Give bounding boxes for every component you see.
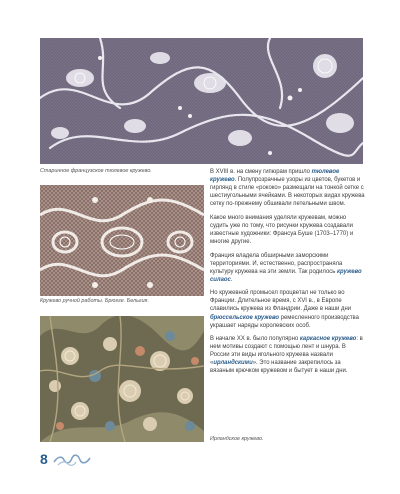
paragraph-text: ремесленного производства украшает наряды королевских особ. [210, 314, 359, 329]
paragraph [210, 289, 365, 329]
paragraph-text: ». Это название закрепилось за вязаным крючком кружевом и бытует в наши дни. [210, 360, 348, 375]
highlighted-term: ирландскими [213, 360, 253, 367]
highlighted-term: кружево силаос [210, 268, 362, 283]
bruges-lace-photo [40, 185, 204, 296]
highlighted-term: брюссельское кружево [210, 314, 280, 321]
highlighted-term: тюлевое кружево [210, 169, 340, 184]
tulle-lace-caption: Старинное французское тюлевое кружево. [40, 168, 152, 174]
paragraph [210, 214, 365, 246]
highlighted-term: каркасное кружево [299, 336, 357, 343]
page-number: 8 [40, 451, 48, 467]
paragraph-text: Франция владела обширными заморскими территориями. И, естественно, распространяла культуру кружева на эти земли. Так родилось [210, 252, 343, 275]
paragraph-text: В начале XX в. было популярно [210, 336, 300, 343]
paragraph-text: Но кружевной промысел процветал не только во Франции. Длительное время, с XVI в., в Европе славились кружева из Фландрии. Даже в наши дни [210, 290, 352, 313]
wave-ornament-icon [52, 452, 92, 466]
paragraph [210, 252, 365, 284]
irish-lace-photo [40, 316, 204, 442]
paragraph-text: Какое много внимания уделяли кружевам, можно судить уже по тому, что рисунки кружева создавали известные художники: Франсуа Буше (1703–1770) и многие другие. [210, 214, 354, 245]
paragraph [210, 335, 365, 375]
paragraph-text: . [230, 276, 233, 283]
paragraph-text: : в нем мотивы создают с помощью лент и шнура. В России эти виды игольного кружева назвали « [210, 336, 363, 367]
tulle-lace-photo [40, 38, 363, 164]
article-text [210, 168, 365, 381]
bruges-lace-caption: Кружево ручной работы. Брюгге. Бельгия. [40, 298, 149, 304]
tulle-lace-illustration [40, 38, 363, 164]
bruges-lace-illustration [40, 185, 204, 296]
paragraph-text: . Полупрозрачные узоры из цветов, букетов и гирлянд в стиле «рококо» размещали на тонкой сетке с шестиугольными ячейками. В некоторых видах кружева сетку по-прежнему обшивали петельными швом. [210, 177, 365, 208]
irish-lace-illustration [40, 316, 204, 442]
paragraph-text: В XVIII в. на смену гипюрам пришло [210, 169, 312, 175]
irish-lace-caption: Ирландское кружево. [210, 436, 264, 442]
paragraph [210, 168, 365, 208]
